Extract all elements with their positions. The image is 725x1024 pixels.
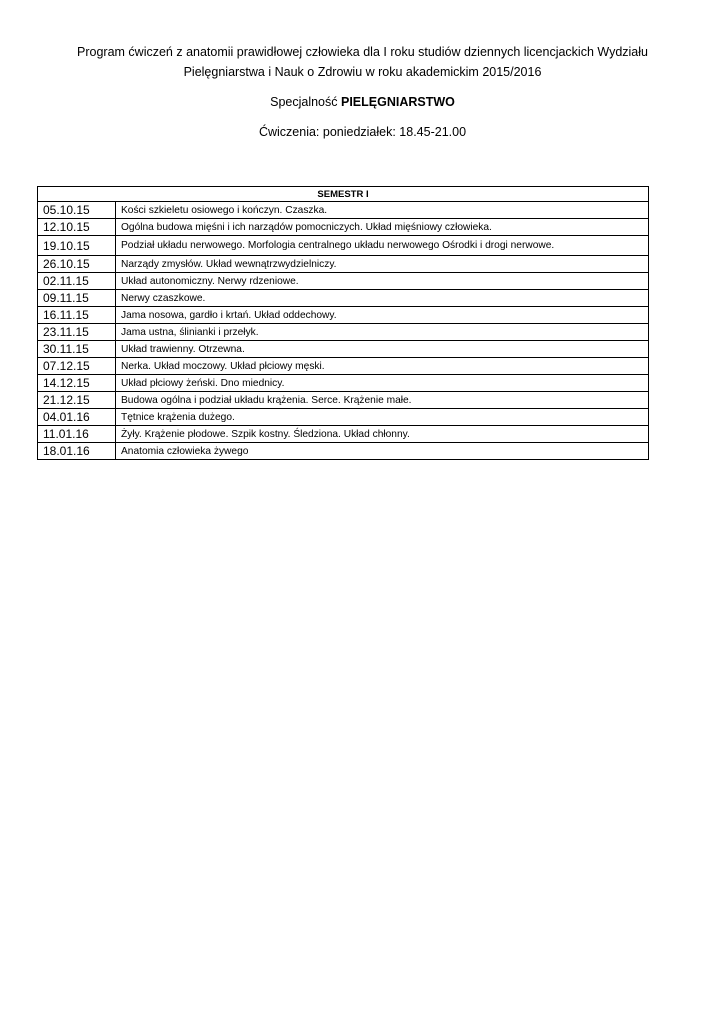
topic-cell: Anatomia człowieka żywego xyxy=(116,443,649,460)
table-row xyxy=(38,256,649,273)
schedule-body xyxy=(38,202,649,460)
date-cell: 11.01.16 xyxy=(38,426,116,443)
topic-cell: Układ płciowy żeński. Dno miednicy. xyxy=(116,375,649,392)
topic-cell: Kości szkieletu osiowego i kończyn. Czaszka. xyxy=(116,202,649,219)
specialty-name: PIELĘGNIARSTWO xyxy=(340,95,455,109)
topic-cell: Układ autonomiczny. Nerwy rdzeniowe. xyxy=(116,273,649,290)
date-cell: 18.01.16 xyxy=(38,443,116,460)
topic-cell: Budowa ogólna i podział układu krążenia. Serce. Krążenie małe. xyxy=(116,392,649,409)
date-cell: 26.10.15 xyxy=(38,256,116,273)
date-cell: 23.11.15 xyxy=(38,324,116,341)
schedule-table xyxy=(37,186,649,460)
date-cell: 21.12.15 xyxy=(38,392,116,409)
table-row xyxy=(38,236,649,256)
date-cell: 19.10.15 xyxy=(38,236,116,256)
table-row xyxy=(38,341,649,358)
document-title xyxy=(40,42,685,82)
date-cell: 12.10.15 xyxy=(38,219,116,236)
topic-cell: Nerwy czaszkowe. xyxy=(116,290,649,307)
topic-cell: Nerka. Układ moczowy. Układ płciowy męski. xyxy=(116,358,649,375)
table-row xyxy=(38,409,649,426)
class-time-line: Ćwiczenia: poniedziałek: 18.45-21.00 xyxy=(258,125,467,139)
topic-cell: Jama nosowa, gardło i krtań. Układ oddechowy. xyxy=(116,307,649,324)
date-cell: 02.11.15 xyxy=(38,273,116,290)
topic-cell: Jama ustna, ślinianki i przełyk. xyxy=(116,324,649,341)
date-cell: 30.11.15 xyxy=(38,341,116,358)
date-cell: 05.10.15 xyxy=(38,202,116,219)
date-cell: 09.11.15 xyxy=(38,290,116,307)
table-row xyxy=(38,307,649,324)
table-row xyxy=(38,443,649,460)
title-line-1: Program ćwiczeń z anatomii prawidłowej człowieka dla I roku studiów dziennych licencjackich Wydziału xyxy=(77,45,648,59)
topic-cell: Tętnice krążenia dużego. xyxy=(116,409,649,426)
topic-cell: Układ trawienny. Otrzewna. xyxy=(116,341,649,358)
date-cell: 14.12.15 xyxy=(38,375,116,392)
table-row xyxy=(38,219,649,236)
specialty-line xyxy=(40,93,685,111)
date-cell: 04.01.16 xyxy=(38,409,116,426)
semester-header: SEMESTR I xyxy=(38,187,649,202)
title-line-2: Pielęgniarstwa i Nauk o Zdrowiu w roku akademickim 2015/2016 xyxy=(183,65,542,79)
table-row xyxy=(38,324,649,341)
date-cell: 16.11.15 xyxy=(38,307,116,324)
table-row xyxy=(38,290,649,307)
topic-cell: Narządy zmysłów. Układ wewnątrzwydzielniczy. xyxy=(116,256,649,273)
table-row xyxy=(38,375,649,392)
topic-cell: Podział układu nerwowego. Morfologia centralnego układu nerwowego Ośrodki i drogi nerwowe. xyxy=(116,236,649,256)
table-row xyxy=(38,358,649,375)
table-row xyxy=(38,426,649,443)
specialty-prefix: Specjalność xyxy=(270,95,341,109)
topic-cell: Żyły. Krążenie płodowe. Szpik kostny. Śledziona. Układ chłonny. xyxy=(116,426,649,443)
table-row xyxy=(38,202,649,219)
date-cell: 07.12.15 xyxy=(38,358,116,375)
table-row xyxy=(38,392,649,409)
topic-cell: Ogólna budowa mięśni i ich narządów pomocniczych. Układ mięśniowy człowieka. xyxy=(116,219,649,236)
table-row xyxy=(38,273,649,290)
